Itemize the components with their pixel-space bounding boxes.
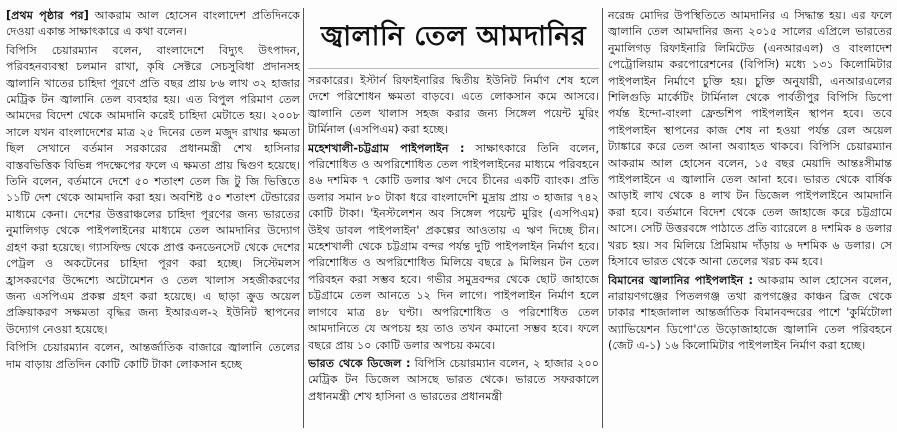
paragraph-text: আকরাম আল হোসেন বলেন, নারায়ণগঞ্জের পিতলগঞ্জ তথা রূপগঞ্জের কাঞ্চন ব্রিজ থেকে ঢাকার শাহজালাল আন্তর্জাতিক বিমানবন্দরের পাশে 'কুর্মিটোলা অ্যাভিয়েশন ডিপো'তে উড়োজাহাজে জ্বালানি তেল পরিবহনে (জেট এ-১) ১৬ কিলোমিটার পাইপলাইন নির্মাণ করা হচ্ছে। xyxy=(608,273,892,353)
article-column-1 xyxy=(6,8,300,432)
article-column-2 xyxy=(308,8,599,432)
paragraph xyxy=(308,141,599,354)
paragraph xyxy=(308,356,599,405)
paragraph xyxy=(6,8,300,41)
continued-from-front-page-label: [প্রথম পৃষ্ঠার পর] xyxy=(6,9,89,22)
column-divider xyxy=(303,8,304,428)
column-divider xyxy=(602,8,603,428)
subheading: মহেশখালী-চট্টগ্রাম পাইপলাইন : xyxy=(308,141,465,155)
article-column-3 xyxy=(608,8,892,432)
paragraph: সরকারের। ইস্টার্ন রিফাইনারির দ্বিতীয় ইউনিট নির্মাণ শেষ হলে দেশে পরিশোধন ক্ষমতা বাড়বে। এতে লোকসান কমে আসবে। জ্বালানি তেল খালাস সহজ করার জন্য সিঙ্গেল পয়েন্ট মুরিং টার্মিনাল (এসপিএম) করা হচ্ছে। xyxy=(308,74,599,137)
paragraph: বিপিসি চেয়ারম্যান বলেন, আন্তর্জাতিক বাজারে জ্বালানি তেলের দাম বাড়ায় প্রতিদিন কোটি কোটি টাকা লোকসান হচ্ছে xyxy=(6,341,300,371)
paragraph-text: বিপিসি চেয়ারম্যান বলেন, ২ হাজার ২০০ মেট্রিক টন ডিজেল আসছে ভারত থেকে। ভারতে সফরকালে প্রধানমন্ত্রী শেখ হাসিনা ও ভারতের প্রধানমন্ত্রী xyxy=(308,356,599,403)
headline-box xyxy=(308,8,599,69)
paragraph: বিপিসি চেয়ারম্যান বলেন, বাংলাদেশে বিদ্যুৎ উৎপাদন, পরিবহনব্যবস্থা চলমান রাখা, কৃষি সেক্টরে সেচসুবিধা প্রদানসহ জ্বালানি খাতের চাহিদা পূরণে প্রতি বছর প্রায় ৮৬ লাখ ৩২ হাজার মেট্রিক টন জ্বালানি তেল ব্যবহার হয়। এত বিপুল পরিমাণ তেল আমদের বিদেশ থেকে আমদানি করেই চাহিদা মেটাতে হয়। ২০০৮ সালে যখন বাংলাদেশের মাত্র ২৫ দিনের তেল মজুদ রাখার ক্ষমতা ছিল সেখানে বর্তমান সরকারের প্রধানমন্ত্রী শেখ হাসিনার বাস্তবভিত্তিক বিভিন্ন পদক্ষেপের ফলে এ ক্ষমতা প্রায় দ্বিগুণ হয়েছে। তিনি বলেন, বর্তমানে দেশে ৫০ শতাংশ তেল জি টু জি ভিত্তিতে ১১টি দেশ থেকে আমদানি করা হয়। অবশিষ্ট ৫০ শতাংশ টেন্ডারের মাধ্যমে কেনা। দেশের উত্তরাঞ্চলের চাহিদা পূরণের জন্য ভারতের নুমালিগড় থেকে পাইপলাইনের মাধ্যমে তেল আমদানির উদ্যোগ গ্রহণ করা হয়েছে। গ্যাসফিল্ড থেকে প্রাপ্ত কনডেনসেট থেকে দেশের পেট্রল ও অকটেনের চাহিদা পূরণ করা হচ্ছে। সিস্টেমলস হ্রাসকরণের উদ্দেশ্যে অটোমেশন ও তেল খালাস সহজীকরণের জন্য এসপিএম প্রকল্প গ্রহণ করা হয়েছে। এ ছাড়া ক্রুড অয়েল প্রক্রিয়াকরণ সক্ষমতা বৃদ্ধির জন্য ইআরএল-২ ইউনিট স্থাপনের উদ্যোগ নেওয়া হয়েছে। xyxy=(6,43,300,336)
subheading: ভারত থেকে ডিজেল : xyxy=(308,356,411,370)
paragraph-text: সাক্ষাৎকারে তিনি বলেন, পরিশোধিত ও অপরিশোধিত তেল পাইপলাইনের মাধ্যমে পরিবহনে ৪৬ দশমিক ৭ কোটি ডলার ঋণ দেবে চীনের একটি ব্যাংক। প্রতি ডলার সমান ৮০ টাকা ধরে বাংলাদেশি মুদ্রায় প্রায় ৩ হাজার ৭৪২ কোটি টাকা। 'ইনস্টলেশন অব সিঙ্গেল পয়েন্ট মুরিং (এসপিএম) উইথ ডাবল পাইপলাইন' প্রকল্পের আওতায় এ ঋণ দিচ্ছে চীন। মহেশখালী থেকে চট্টগ্রাম বন্দর পর্যন্ত দুটি পাইপলাইন নির্মাণ হবে। পরিশোধিত ও অপরিশোধিত মিলিয়ে বছরে ৯ মিলিয়ন টন তেল পরিবহন করা সম্ভব হবে। গভীর সমুদ্রবন্দর থেকে ছোট জাহাজে চট্টগ্রামে তেল আনতে ১২ দিন লাগে। পাইপলাইন নির্মাণ হলে লাগবে মাত্র ৪৮ ঘণ্টা। অপরিশোধিত ও পরিশোধিত তেল আমদানিতে যে অপচয় হয় তাও তখন কমানো সম্ভব হবে। ফলে বছরে প্রায় ১০ কোটি ডলার অপচয় কমবে। xyxy=(308,141,599,352)
headline: জ্বালানি তেল আমদানির xyxy=(320,20,587,52)
paragraph-text: আকরাম আল হোসেন বাংলাদেশ প্রতিদিনকে দেওয়া একান্ত সাক্ষাৎকারে এ কথা বলেন। xyxy=(6,9,300,39)
paragraph: নরেন্দ্র মোদির উপস্থিতিতে আমদানির এ সিদ্ধান্ত হয়। এর ফলে জ্বালানি তেল আমদানির জন্য ২০১৫ সালের এপ্রিলে ভারতের নুমালিগড় রিফাইনারি লিমিটেড (এনআরএল) ও বাংলাদেশ পেট্রোলিয়াম করপোরেশনের (বিপিসি) মধ্যে ১৩১ কিলোমিটার পাইপলাইন নির্মাণে চুক্তি হয়। চুক্তি অনুযায়ী, এনআরএলের শিলিগুড়ি মার্কেটিং টার্মিনাল থেকে পার্বতীপুর বিপিসি ডিপো পর্যন্ত ইন্দো-বাংলা ফ্রেন্ডশিপ পাইপলাইন স্থাপন হবে। তবে পাইপলাইন স্থাপনের কাজ শেষ না হওয়া পর্যন্ত রেল অয়েল ট্যাঙ্কারে করে তেল আনা অব্যাহত থাকবে। বিপিসি চেয়ারম্যান আকরাম আল হোসেন বলেন, ১৫ বছর মেয়াদি আন্তঃসীমান্ত পাইপলাইনে এ জ্বালানি তেল আনা হবে। ভারত থেকে বার্ষিক আড়াই লাখ থেকে ৪ লাখ টন ডিজেল পাইপলাইনে আমদানি করা হবে। বর্তমানে বিদেশ থেকে তেল জাহাজে করে চট্টগ্রামে আসে। সেটি উত্তরবঙ্গে পাঠাতে প্রতি ব্যারেলে ৪ দশমিক ৪ ডলার খরচ হয়। সব মিলিয়ে প্রিমিয়াম দাঁড়ায় ৬ দশমিক ৬ ডলার। সে হিসাবে ভারত থেকে আনা তেলের খরচ কম হবে। xyxy=(608,9,892,269)
paragraph xyxy=(608,273,892,355)
subheading: বিমানের জ্বালানির পাইপলাইন : xyxy=(608,273,753,287)
